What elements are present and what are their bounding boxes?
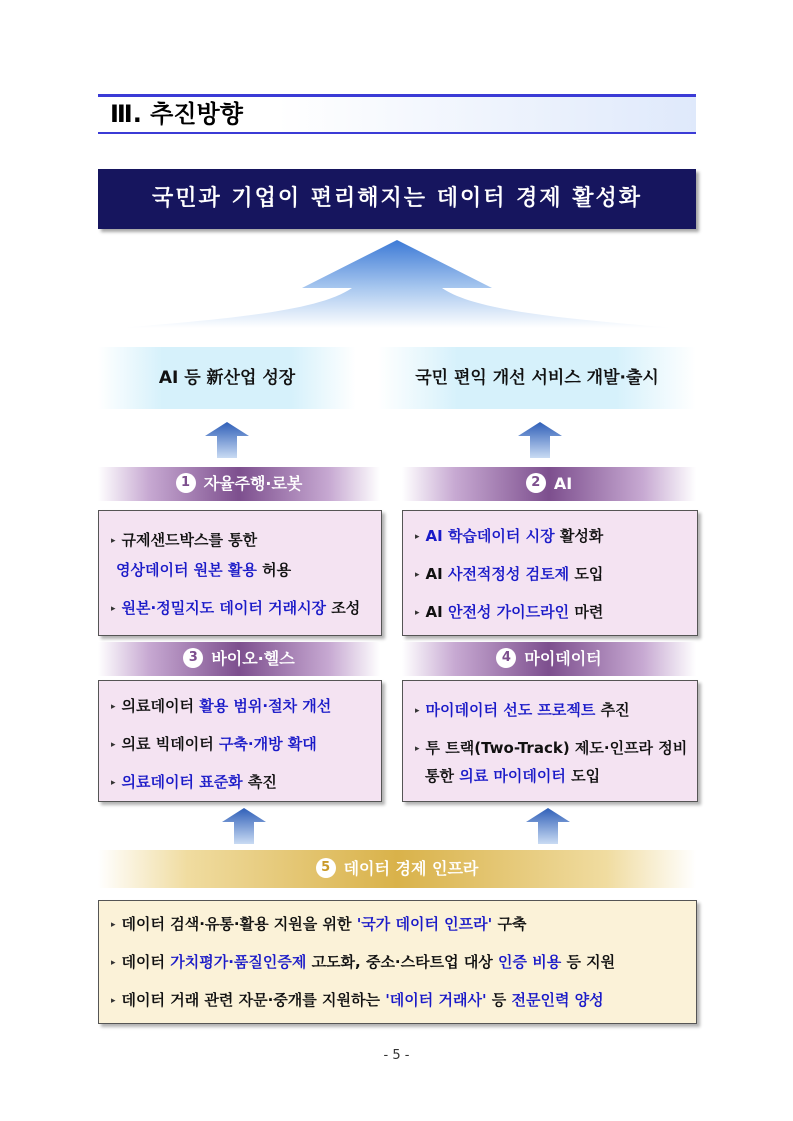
list-item: ▸ 원본·정밀지도 데이터 거래시장 조성 bbox=[111, 599, 361, 617]
big-up-arrow-icon bbox=[120, 240, 675, 332]
page-number: - 5 - bbox=[383, 1048, 410, 1063]
infra-header bbox=[98, 850, 696, 888]
title-rule-bottom bbox=[98, 132, 696, 134]
list-item: ▸ 데이터 검색·유통·활용 지원을 위한 '국가 데이터 인프라' 구축 bbox=[111, 915, 527, 933]
bullet-triangle-icon: ▸ bbox=[415, 570, 420, 580]
up-arrow-icon bbox=[222, 808, 266, 844]
number-badge: 1 bbox=[176, 473, 196, 493]
up-arrow-icon bbox=[526, 808, 570, 844]
list-item: ▸ 규제샌드박스를 통한 bbox=[111, 531, 258, 549]
category-title: 바이오·헬스 bbox=[211, 649, 295, 668]
bullet-triangle-icon: ▸ bbox=[415, 744, 420, 754]
bullet-triangle-icon: ▸ bbox=[415, 532, 420, 542]
bullet-triangle-icon: ▸ bbox=[111, 996, 116, 1006]
content-box-bio-health bbox=[98, 680, 382, 802]
bullet-triangle-icon: ▸ bbox=[111, 778, 116, 788]
category-header-autonomous-robot bbox=[98, 467, 380, 501]
category-header-mydata bbox=[402, 642, 696, 676]
bullet-triangle-icon: ▸ bbox=[111, 702, 116, 712]
infra-title: 데이터 경제 인프라 bbox=[343, 859, 479, 878]
bullet-triangle-icon: ▸ bbox=[415, 608, 420, 618]
content-box-mydata bbox=[402, 680, 698, 802]
list-item: ▸ AI 사전적정성 검토제 도입 bbox=[415, 565, 604, 583]
list-item-continuation: 통한 의료 마이데이터 도입 bbox=[425, 767, 601, 785]
content-box-autonomous-robot bbox=[98, 510, 382, 636]
bullet-triangle-icon: ▸ bbox=[111, 920, 116, 930]
list-item: ▸ AI 학습데이터 시장 활성화 bbox=[415, 527, 604, 545]
content-box-ai bbox=[402, 510, 698, 636]
category-title: AI bbox=[553, 474, 573, 493]
up-arrow-icon bbox=[518, 422, 562, 458]
bullet-triangle-icon: ▸ bbox=[111, 536, 116, 546]
number-badge: 4 bbox=[496, 648, 516, 668]
list-item: ▸ AI 안전성 가이드라인 마련 bbox=[415, 603, 604, 621]
list-item: ▸ 의료데이터 표준화 촉진 bbox=[111, 773, 277, 791]
number-badge: 2 bbox=[526, 473, 546, 493]
category-title: 마이데이터 bbox=[524, 649, 602, 668]
category-header-bio-health bbox=[98, 642, 380, 676]
vision-banner: 국민과 기업이 편리해지는 데이터 경제 활성화 bbox=[98, 169, 696, 229]
bullet-triangle-icon: ▸ bbox=[111, 740, 116, 750]
goal-ai-industry: AI 등 新산업 성장 bbox=[98, 347, 356, 409]
content-box-infra bbox=[98, 900, 697, 1024]
number-badge: 3 bbox=[183, 648, 203, 668]
list-item: ▸ 의료데이터 활용 범위·절차 개선 bbox=[111, 697, 332, 715]
bullet-triangle-icon: ▸ bbox=[415, 706, 420, 716]
list-item-continuation: 영상데이터 원본 활용 허용 bbox=[116, 561, 292, 579]
list-item: ▸ 데이터 거래 관련 자문·중개를 지원하는 '데이터 거래사' 등 전문인력 양성 bbox=[111, 991, 604, 1009]
list-item: ▸ 데이터 가치평가·품질인증제 고도화, 중소·스타트업 대상 인증 비용 등 지원 bbox=[111, 953, 616, 971]
list-item: ▸ 의료 빅데이터 구축·개방 확대 bbox=[111, 735, 317, 753]
number-badge: 5 bbox=[316, 858, 336, 878]
category-header-ai bbox=[402, 467, 696, 501]
up-arrow-icon bbox=[205, 422, 249, 458]
bullet-triangle-icon: ▸ bbox=[111, 958, 116, 968]
bullet-triangle-icon: ▸ bbox=[111, 604, 116, 614]
section-title: Ⅲ. 추진방향 bbox=[110, 100, 243, 128]
list-item: ▸ 마이데이터 선도 프로젝트 추진 bbox=[415, 701, 630, 719]
section-title-bar bbox=[98, 94, 696, 134]
list-item: ▸ 투 트랙(Two-Track) 제도·인프라 정비 bbox=[415, 739, 688, 757]
goal-citizen-services: 국민 편익 개선 서비스 개발·출시 bbox=[378, 347, 696, 409]
category-title: 자율주행·로봇 bbox=[203, 474, 303, 493]
